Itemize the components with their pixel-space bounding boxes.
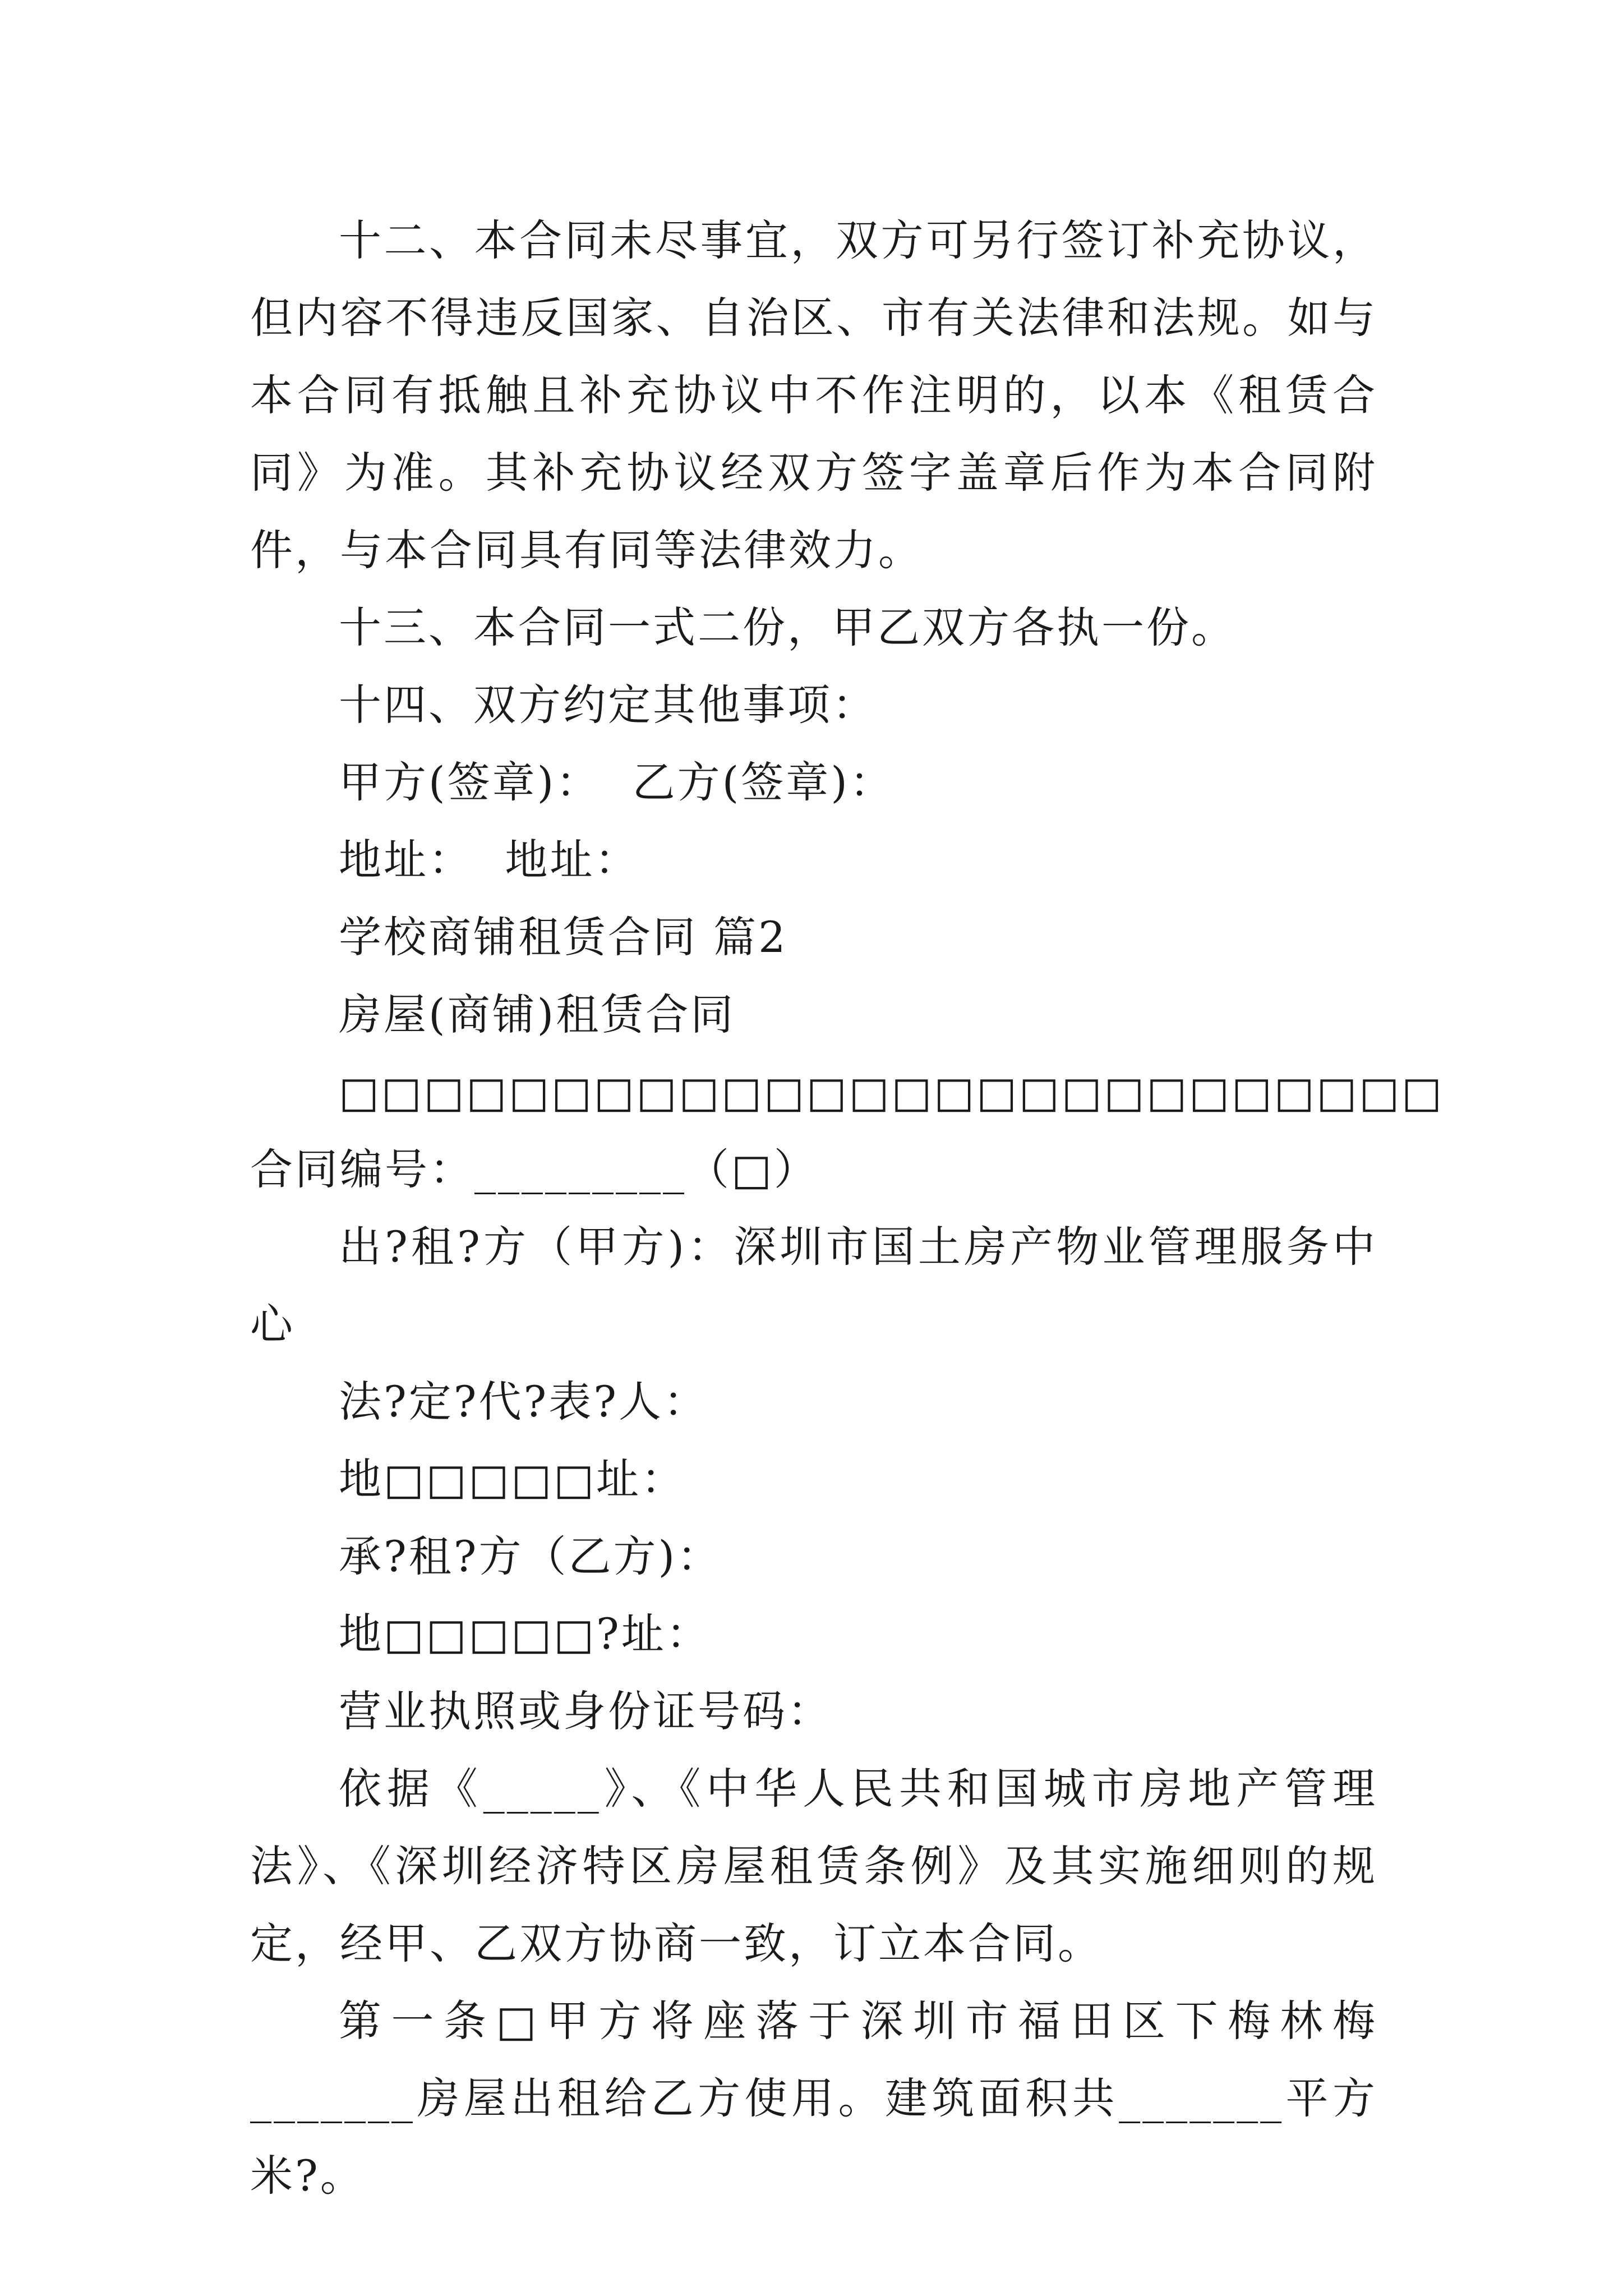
license-id-line: 营业执照或身份证号码： [339, 1686, 832, 1736]
paragraph-clause-13: 十三、本合同一式二份，甲乙双方各执一份。 [339, 602, 1236, 652]
document-body [250, 202, 1444, 2215]
basis-paragraph: 依据《_____》、《中华人民共和国城市房地产管理法》、《深圳经济特区房屋租赁条例》及其实施细则的规定，经甲、乙双方协商一致，订立本合同。 [250, 1764, 1377, 1968]
paragraph-clause-14: 十四、双方约定其他事项： [339, 680, 877, 730]
signature-line: 甲方(签章)： 乙方(签章)： [339, 757, 895, 807]
article-1-paragraph: 第一条□甲方将座落于深圳市福田区下梅林梅_______房屋出租给乙方使用。建筑面积共_______平方米?。 [250, 1996, 1377, 2201]
section-heading: 学校商铺租赁合同 篇2 [339, 912, 788, 962]
lessor-address-line: 地□□□□□址： [339, 1454, 686, 1504]
lessee-line: 承?租?方（乙方)： [339, 1531, 722, 1581]
contract-title: 房屋(商铺)租赁合同 [339, 990, 736, 1039]
address-line: 地址： 地址： [339, 835, 640, 885]
contract-number-line: □□□□□□□□□□□□□□□□□□□□□□□□□□合同编号：_________（□） [250, 1067, 1444, 1194]
legal-representative-line: 法?定?代?表?人： [339, 1377, 708, 1427]
lessee-address-line: 地□□□□□?址： [339, 1609, 711, 1659]
lessor-line: 出?租?方（甲方)：深圳市国土房产物业管理服务中心 [250, 1222, 1377, 1349]
paragraph-clause-12: 十二、本合同未尽事宜，双方可另行签订补充协议，但内容不得违反国家、自治区、市有关法律和法规。如与本合同有抵触且补充协议中不作注明的，以本《租赁合同》为准。其补充协议经双方签字盖章后作为本合同附件，与本合同具有同等法律效力。 [250, 215, 1377, 575]
